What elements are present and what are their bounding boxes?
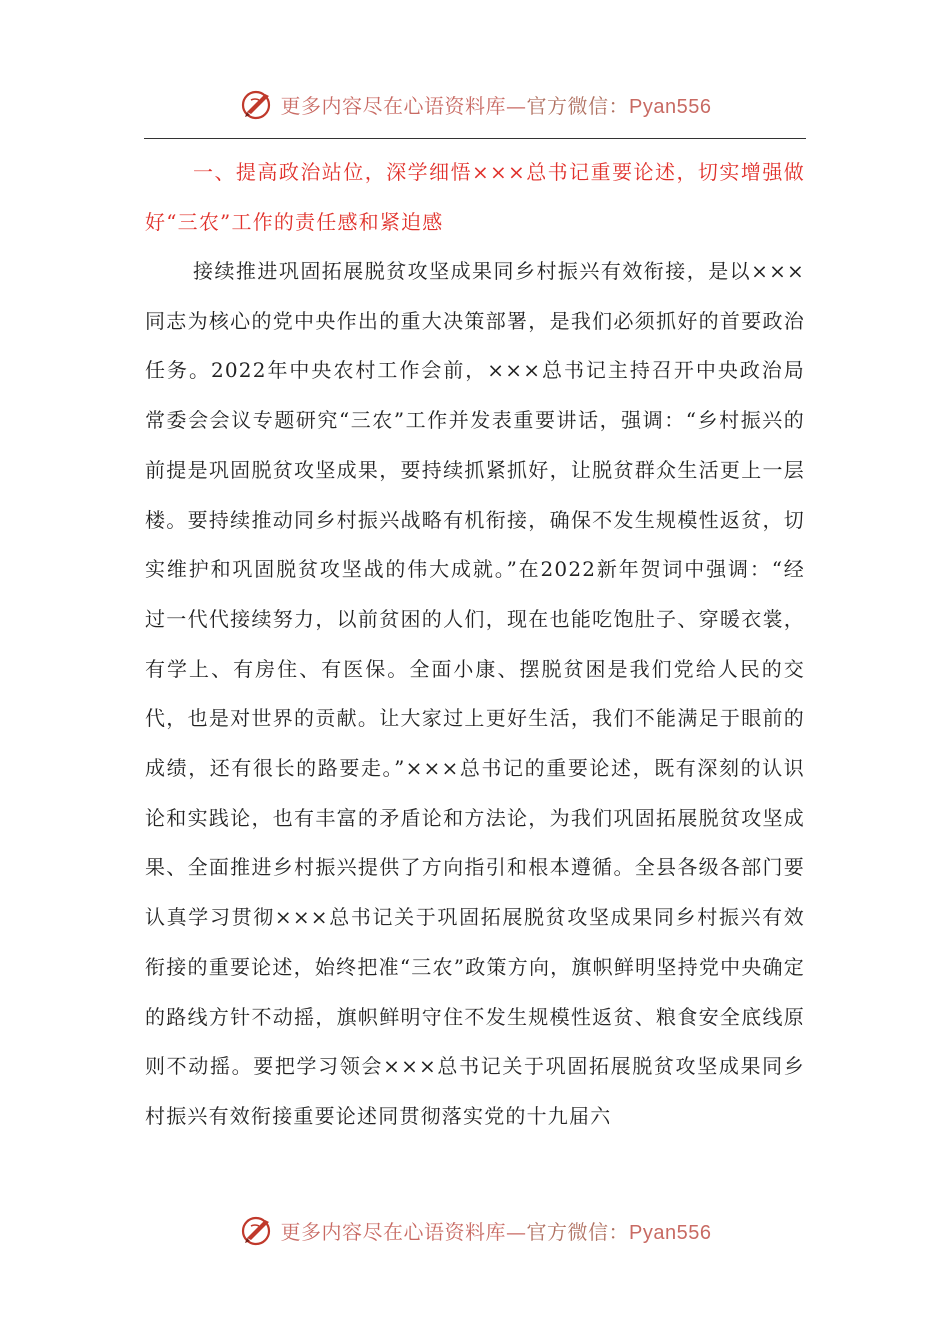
banner-sub-text: 官方微信： bbox=[526, 93, 630, 118]
header-divider bbox=[144, 138, 806, 139]
banner-separator: — bbox=[506, 93, 527, 118]
banner-main-text: 更多内容尽在心语资料库 bbox=[280, 93, 507, 118]
banner-separator: — bbox=[506, 1219, 527, 1244]
banner-main-text: 更多内容尽在心语资料库 bbox=[280, 1219, 507, 1244]
banner-text bbox=[281, 90, 712, 119]
banner-text bbox=[281, 1216, 712, 1245]
banner-wechat-id: Pyan556 bbox=[629, 1221, 712, 1244]
section-paragraph: 接续推进巩固拓展脱贫攻坚成果同乡村振兴有效衔接，是以×××同志为核心的党中央作出的重大决策部署，是我们必须抓好的首要政治任务。2022年中央农村工作会前，×××总书记主持召开中央政治局常委会会议专题研究“三农”工作并发表重要讲话，强调：“乡村振兴的前提是巩固脱贫攻坚成果，要持续抓紧抓好，让脱贫群众生活更上一层楼。要持续推动同乡村振兴战略有机衔接，确保不发生规模性返贫，切实维护和巩固脱贫攻坚战的伟大成就。”在2022新年贺词中强调：“经过一代代接续努力，以前贫困的人们，现在也能吃饱肚子、穿暖衣裳，有学上、有房住、有医保。全面小康、摆脱贫困是我们党给人民的交代，也是对世界的贡献。让大家过上更好生活，我们不能满足于眼前的成绩，还有很长的路要走。”×××总书记的重要论述，既有深刻的认识论和实践论，也有丰富的矛盾论和方法论，为我们巩固拓展脱贫攻坚成果、全面推进乡村振兴提供了方向指引和根本遵循。全县各级各部门要认真学习贯彻×××总书记关于巩固拓展脱贫攻坚成果同乡村振兴有效衔接的重要论述，始终把准“三农”政策方向，旗帜鲜明坚持党中央确定的路线方针不动摇，旗帜鲜明守住不发生规模性返贫、粮食安全底线原则不动摇。要把学习领会×××总书记关于巩固拓展脱贫攻坚成果同乡村振兴有效衔接重要论述同贯彻落实党的十九届六 bbox=[145, 259, 805, 1128]
pen-logo-icon bbox=[239, 86, 275, 122]
document-body bbox=[145, 148, 805, 1142]
pen-logo-icon bbox=[239, 1212, 275, 1248]
header-banner-content bbox=[239, 86, 712, 122]
section-heading: 一、提高政治站位，深学细悟×××总书记重要论述，切实增强做好“三农”工作的责任感和紧迫感 bbox=[145, 160, 805, 234]
banner-wechat-id: Pyan556 bbox=[629, 95, 712, 118]
footer-banner-content bbox=[239, 1212, 712, 1248]
header-banner bbox=[0, 82, 950, 126]
footer-banner bbox=[0, 1208, 950, 1252]
banner-sub-text: 官方微信： bbox=[526, 1219, 630, 1244]
